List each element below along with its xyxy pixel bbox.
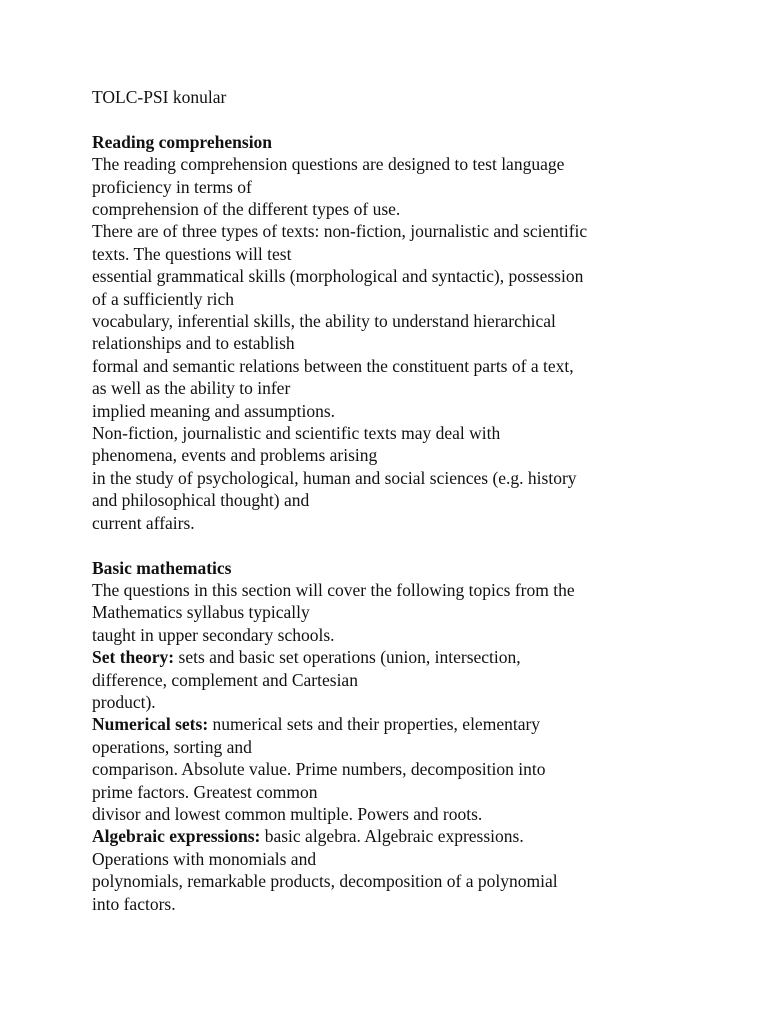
set-theory-term: Set theory: [92,647,175,668]
text-line: comparison. Absolute value. Prime numbers, decomposition into [92,759,546,780]
text-line: proficiency in terms of [92,176,252,197]
text-line: prime factors. Greatest common [92,781,318,802]
text-line: Mathematics syllabus typically [92,602,310,623]
reading-comprehension-heading: Reading comprehension [92,131,273,152]
algebraic-expressions-term: Algebraic expressions: [92,826,261,847]
text-line: divisor and lowest common multiple. Powers and roots. [92,803,483,824]
text-line: as well as the ability to infer [92,378,291,399]
set-theory-line [92,646,732,668]
text-line: implied meaning and assumptions. [92,400,336,421]
text-line: phenomena, events and problems arising [92,445,378,466]
text-line: Operations with monomials and [92,848,317,869]
text-line: difference, complement and Cartesian [92,669,358,690]
text-line: and philosophical thought) and [92,490,310,511]
basic-mathematics-body [92,579,732,915]
text-line: polynomials, remarkable products, decomposition of a polynomial [92,871,558,892]
numerical-sets-text: numerical sets and their properties, elementary [208,714,541,735]
set-theory-text: sets and basic set operations (union, intersection, [174,647,521,668]
text-line: of a sufficiently rich [92,288,235,309]
numerical-sets-term: Numerical sets: [92,714,209,735]
text-line: formal and semantic relations between the constituent parts of a text, [92,355,574,376]
document-title: TOLC-PSI konular [92,87,227,107]
text-line: taught in upper secondary schools. [92,624,335,645]
numerical-sets-line [92,713,732,735]
text-line: in the study of psychological, human and social sciences (e.g. history [92,467,577,488]
algebraic-expressions-text: basic algebra. Algebraic expressions. [260,826,524,847]
text-line: operations, sorting and [92,736,252,757]
basic-mathematics-heading: Basic mathematics [92,557,232,578]
document-page [92,86,732,915]
text-line: relationships and to establish [92,333,295,354]
text-line: The questions in this section will cover the following topics from the [92,579,575,600]
text-line: The reading comprehension questions are designed to test language [92,154,565,175]
text-line: There are of three types of texts: non-fiction, journalistic and scientific [92,221,588,242]
spacer [92,108,732,130]
text-line: product). [92,691,156,712]
text-line: into factors. [92,893,176,914]
text-line: comprehension of the different types of use. [92,199,401,220]
reading-comprehension-body [92,153,732,534]
text-line: essential grammatical skills (morphological and syntactic), possession [92,266,584,287]
algebraic-expressions-line [92,825,732,847]
text-line: Non-fiction, journalistic and scientific texts may deal with [92,423,501,444]
spacer [92,534,732,556]
text-line: texts. The questions will test [92,243,292,264]
text-line: vocabulary, inferential skills, the ability to understand hierarchical [92,311,556,332]
text-line: current affairs. [92,512,195,533]
